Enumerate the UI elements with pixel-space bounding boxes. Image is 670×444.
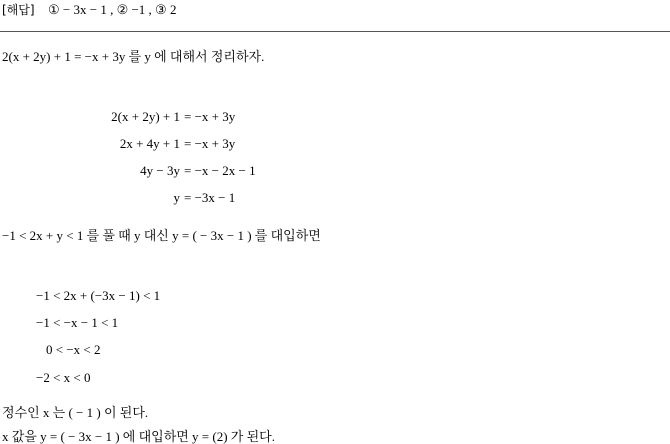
derivation-rhs: = −x + 3y xyxy=(184,109,236,124)
derivation-rhs: = −x − 2x − 1 xyxy=(184,163,256,178)
derivation-lhs: 4y − 3y xyxy=(140,163,180,178)
derivation-rhs: = −3x − 1 xyxy=(184,190,236,205)
derivation-step xyxy=(0,191,670,205)
derivation-lhs: 2x + 4y + 1 xyxy=(119,136,180,151)
derivation-lhs: y xyxy=(173,190,180,205)
inequality-step: 0 < −x < 2 xyxy=(46,342,101,357)
derivation-step xyxy=(0,110,670,124)
substitution-text: −1 < 2x + y < 1 를 풀 때 y 대신 y = ( − 3x − 1 ) 를 대입하면 xyxy=(2,228,321,243)
intro-text: 2(x + 2y) + 1 = −x + 3y 를 y 에 대해서 정리하자. xyxy=(2,49,265,64)
conclusion-line: x 값을 y = ( − 3x − 1 ) 에 대입하면 y = (2) 가 된다. xyxy=(2,429,275,444)
inequality-step: −1 < 2x + (−3x − 1) < 1 xyxy=(36,288,161,303)
divider xyxy=(0,31,670,32)
inequality-step: −2 < x < 0 xyxy=(36,370,91,385)
derivation-step xyxy=(0,137,670,151)
conclusion-line: 정수인 x 는 ( − 1 ) 이 된다. xyxy=(2,405,149,420)
answer-label: [해답] xyxy=(2,3,35,17)
derivation-step xyxy=(0,164,670,178)
derivation-rhs: = −x + 3y xyxy=(184,136,236,151)
answer-list: ① − 3x − 1 , ② −1 , ③ 2 xyxy=(48,2,177,17)
inequality-step: −1 < −x − 1 < 1 xyxy=(36,315,119,330)
derivation-lhs: 2(x + 2y) + 1 xyxy=(111,109,180,124)
